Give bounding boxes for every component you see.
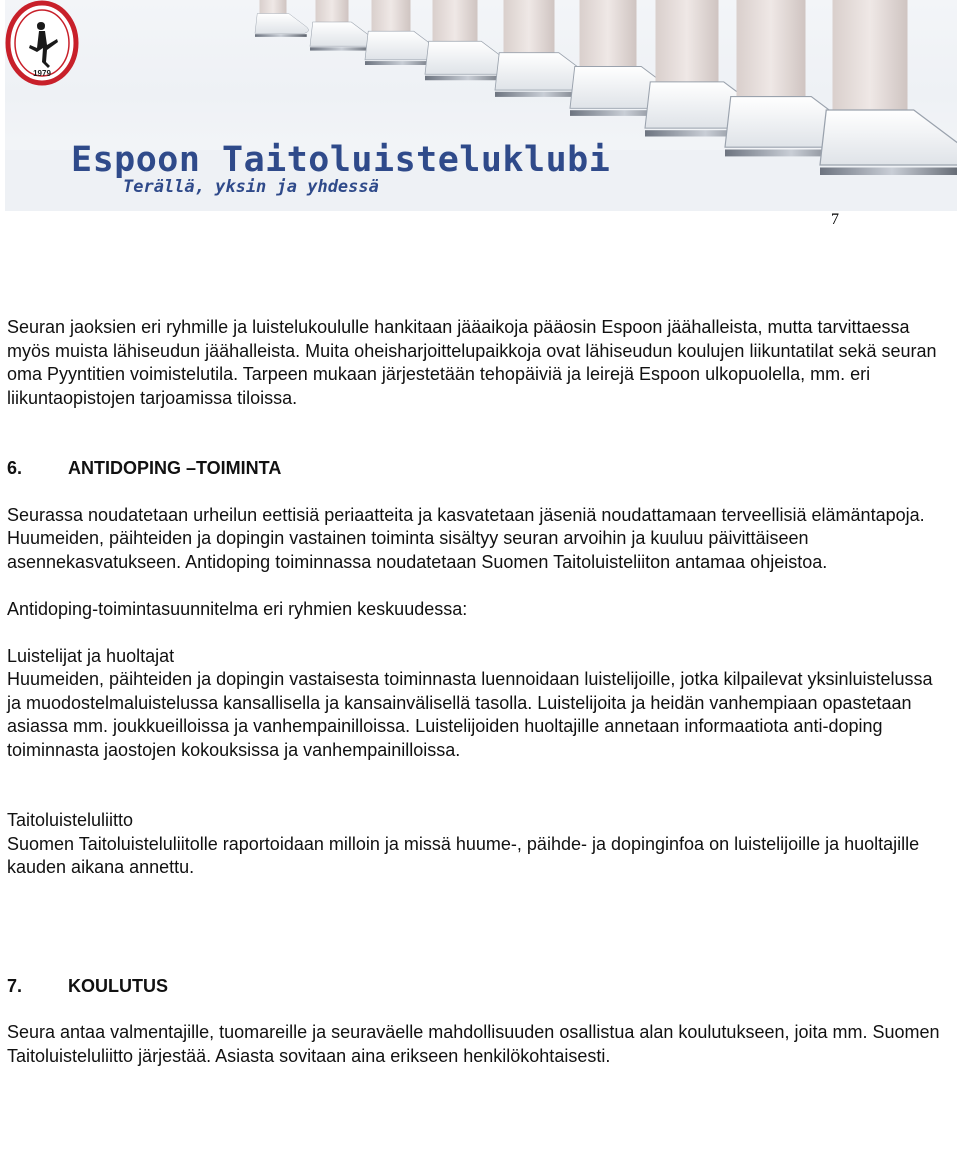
group-title-skaters: Luistelijat ja huoltajat [7,645,175,666]
section-6-heading [7,457,947,481]
club-slogan: Terällä, yksin ja yhdessä [123,177,379,197]
intro-paragraph: Seuran jaoksien eri ryhmille ja luistelukoululle hankitaan jääaikoja pääosin Espoon jäähalleista, mutta tarvittaessa myös muista lähiseudun jäähalleista. Muita oheisharjoittelupaikkoja ovat lähiseudun koulujen liikuntatilat sekä seuran oma Pyyntitien voimistelutila. Tarpeen mukaan järjestetään tehopäiviä ja leirejä Espoon ulkopuolella, mm. eri liikuntaopistojen tarjoamissa tiloissa. [7,317,937,408]
group-text-skaters: Huumeiden, päihteiden ja dopingin vastaisesta toiminnasta luennoidaan luistelijoille, jotka kilpailevat yksinluistelussa ja muodostelmaluistelussa kansallisella ja kansainvälisellä tasolla. Luistelijoita ja heidän vanhempiaan opastetaan asiassa mm. joukkueilloissa ja vanhempainilloissa. Luistelijoiden huoltajille annetaan informaatiota anti-doping toiminnasta jaostojen kokouksissa ja vanhempainilloissa. [7,669,933,760]
logo-year: 1979 [33,69,51,78]
page-number: 7 [831,211,839,228]
group-text-federation: Suomen Taitoluisteluliitolle raportoidaan milloin ja missä huume-, päihde- ja dopinginfoa on luistelijoille ja huoltajille kauden aikana annettu. [7,833,920,877]
section-7-title: KOULUTUS [68,975,168,996]
section-6-number: 6. [7,458,23,478]
section-7-heading [7,975,947,999]
section-6-title: ANTIDOPING –TOIMINTA [68,458,282,478]
document-body [7,316,947,1068]
header-banner [5,0,957,211]
plan-intro: Antidoping-toimintasuunnitelma eri ryhmien keskuudessa: [7,599,468,619]
club-name: Espoon Taitoluisteluklubi [71,140,611,180]
club-logo [5,0,79,86]
section-6-paragraph: Seurassa noudatetaan urheilun eettisiä periaatteita ja kasvatetaan jäseniä noudattamaan terveellisiä elämäntapoja. Huumeiden, päihteiden ja dopingin vastainen toiminta sisältyy seuran arvoihin ja kuuluu päivittäiseen asennekasvatukseen. Antidoping toiminnassa noudatetaan Suomen Taitoluisteliiton antamaa ohjeistoa. [7,504,925,572]
section-7-number: 7. [7,975,23,996]
section-7-paragraph: Seura antaa valmentajille, tuomareille ja seuraväelle mahdollisuuden osallistua alan koulutukseen, joita mm. Suomen Taitoluisteluliitto järjestää. Asiasta sovitaan aina erikseen henkilökohtaisesti. [7,1022,940,1066]
group-title-federation: Taitoluisteluliitto [7,810,134,830]
